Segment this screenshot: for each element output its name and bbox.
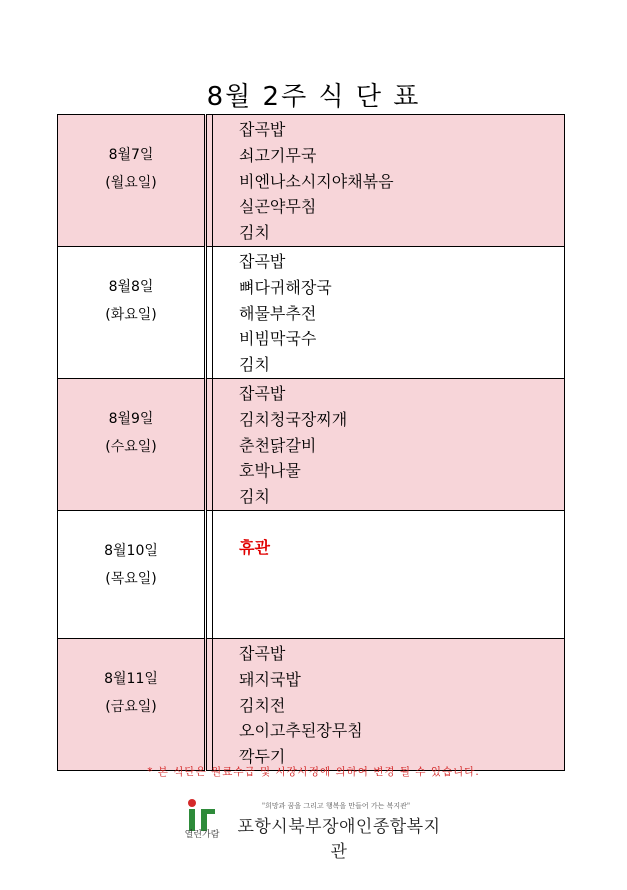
menu-item: 해물부추전 bbox=[239, 303, 317, 323]
menu-item: 실곤약무침 bbox=[239, 197, 317, 217]
menu-item: 비엔나소시지야채볶음 bbox=[239, 171, 394, 191]
date-cell bbox=[58, 638, 206, 770]
logo-text: 열린가람 bbox=[184, 830, 220, 840]
day-weekday: (월요일) bbox=[105, 175, 157, 191]
menu-items-cell bbox=[213, 115, 565, 247]
menu-item: 잡곡밥 bbox=[239, 120, 286, 139]
menu-items-cell bbox=[213, 510, 565, 638]
menu-item: 깍두기 bbox=[239, 747, 286, 767]
column-separator bbox=[206, 246, 213, 378]
date-cell bbox=[58, 510, 206, 638]
menu-item: 김치전 bbox=[239, 695, 286, 715]
slogan: "희망과 꿈을 그리고 행복을 만들어 가는 복지관" bbox=[261, 802, 411, 810]
menu-item: 잡곡밥 bbox=[239, 251, 286, 271]
menu-item: 김치청국장찌개 bbox=[239, 409, 348, 429]
day-weekday: (수요일) bbox=[105, 438, 157, 455]
menu-item: 비빔막국수 bbox=[239, 329, 317, 349]
column-separator bbox=[206, 638, 213, 770]
menu-item: 김치 bbox=[239, 487, 270, 507]
day-date: 8월7일 bbox=[108, 147, 154, 163]
closed-notice: 휴관 bbox=[239, 537, 270, 557]
column-separator bbox=[206, 510, 213, 638]
day-date: 8월11일 bbox=[104, 670, 158, 687]
menu-item: 쇠고기무국 bbox=[239, 145, 317, 165]
menu-items-cell bbox=[213, 638, 565, 770]
menu-item: 호박나물 bbox=[239, 461, 301, 481]
menu-item: 잡곡밥 bbox=[239, 643, 286, 663]
menu-item: 뼈다귀해장국 bbox=[239, 277, 332, 297]
column-separator bbox=[206, 378, 213, 510]
day-date: 8월8일 bbox=[108, 278, 154, 295]
menu-item: 김치 bbox=[239, 355, 270, 375]
organization-name: 포항시북부장애인종합복지관 bbox=[237, 817, 441, 862]
column-separator bbox=[206, 115, 213, 247]
date-cell bbox=[58, 246, 206, 378]
menu-table bbox=[57, 114, 565, 771]
menu-day-row bbox=[58, 378, 565, 510]
day-date: 8월9일 bbox=[108, 410, 154, 427]
day-weekday: (목요일) bbox=[105, 570, 157, 587]
menu-item: 춘천닭갈비 bbox=[239, 435, 317, 455]
day-date: 8월10일 bbox=[104, 542, 158, 559]
day-weekday: (화요일) bbox=[105, 306, 157, 323]
menu-item: 오이고추된장무침 bbox=[239, 721, 363, 741]
menu-day-row bbox=[58, 115, 565, 247]
menu-item: 잡곡밥 bbox=[239, 383, 286, 403]
page-title: 8월 2주 식 단 표 bbox=[206, 82, 421, 112]
menu-day-row bbox=[58, 246, 565, 378]
menu-items-cell bbox=[213, 246, 565, 378]
date-cell bbox=[58, 378, 206, 510]
date-cell bbox=[58, 115, 206, 247]
menu-item: 돼지국밥 bbox=[239, 669, 301, 689]
menu-items-cell bbox=[213, 378, 565, 510]
menu-day-row bbox=[58, 638, 565, 770]
menu-day-row bbox=[58, 510, 565, 638]
day-weekday: (금요일) bbox=[105, 698, 157, 715]
menu-change-note: * 본 식단은 원료수급 및 시장사정에 의하여 변경 될 수 있습니다. bbox=[147, 766, 480, 778]
menu-item: 김치 bbox=[239, 223, 270, 243]
